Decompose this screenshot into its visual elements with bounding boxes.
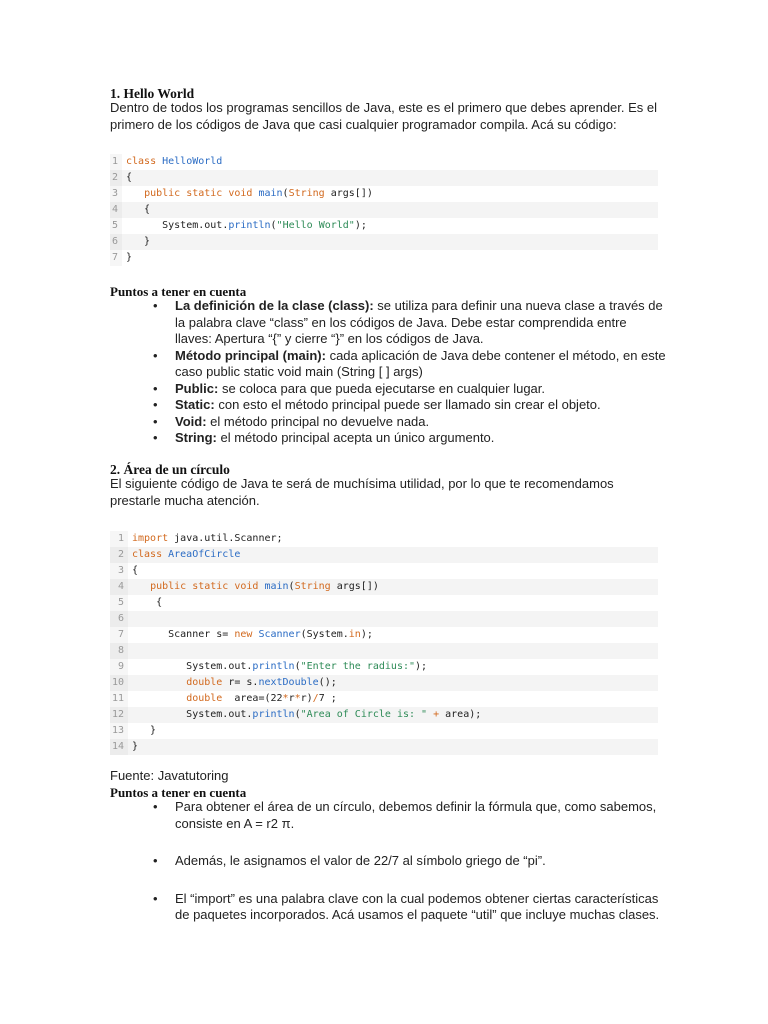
code-token: main bbox=[258, 188, 283, 199]
code-token: class bbox=[132, 549, 169, 560]
intro-line: Dentro de todos los programas sencillos de Java, este es el primero que debes aprender. Es el bbox=[110, 100, 658, 115]
bullet-line: caso public static void main (String [ ] args) bbox=[175, 364, 423, 379]
bullet-line: Public: se coloca para que pueda ejecutarse en cualquier lugar. bbox=[175, 380, 546, 396]
code-token: + bbox=[433, 709, 440, 720]
code-token: } bbox=[126, 252, 133, 263]
code-token: in bbox=[348, 629, 361, 640]
code-token: ( bbox=[294, 661, 301, 672]
code-token: } bbox=[132, 741, 139, 752]
code-block bbox=[110, 531, 658, 755]
bullet-item bbox=[153, 853, 673, 870]
line-number: 1 bbox=[110, 531, 128, 547]
code-token: "Enter the radius:" bbox=[300, 661, 415, 672]
bullet-icon: • bbox=[153, 397, 158, 412]
bullet-term: Void: bbox=[175, 413, 207, 429]
bullet-term: Static: bbox=[175, 397, 215, 412]
notes-list bbox=[153, 298, 673, 447]
line-number: 7 bbox=[110, 627, 128, 643]
code-line bbox=[110, 611, 658, 627]
code-token: java.util.Scanner; bbox=[174, 533, 283, 544]
code-line bbox=[110, 691, 658, 707]
line-number: 6 bbox=[110, 234, 122, 250]
code-token: println bbox=[228, 220, 271, 231]
bullet-item bbox=[153, 298, 673, 348]
code-token: ); bbox=[415, 661, 428, 672]
code-token bbox=[126, 186, 144, 202]
code-token: ( bbox=[282, 188, 289, 199]
line-number: 12 bbox=[110, 707, 128, 723]
bullet-term: String: bbox=[175, 430, 217, 445]
bullet-line: Además, le asignamos el valor de 22/7 al símbolo griego de “pi”. bbox=[175, 853, 546, 868]
code-token: { bbox=[126, 172, 133, 183]
code-token: AreaOfCircle bbox=[168, 549, 241, 560]
code-token: 7 ; bbox=[318, 693, 337, 704]
source-credit: Fuente: Javatutoring bbox=[110, 768, 229, 783]
code-token: String bbox=[294, 581, 331, 592]
code-token: "Hello World" bbox=[276, 220, 355, 231]
code-line bbox=[110, 234, 658, 250]
code-token: public static void bbox=[144, 188, 259, 199]
code-token: r) bbox=[300, 693, 313, 704]
line-number: 7 bbox=[110, 250, 122, 266]
section-heading: 2. Área de un círculo bbox=[110, 462, 230, 477]
code-line bbox=[110, 154, 658, 170]
code-token: public static void bbox=[150, 581, 265, 592]
line-number: 2 bbox=[110, 170, 122, 186]
code-token: ( bbox=[288, 581, 295, 592]
line-number: 6 bbox=[110, 611, 128, 627]
code-line bbox=[110, 250, 658, 266]
code-token bbox=[132, 675, 186, 691]
line-number: 14 bbox=[110, 739, 128, 755]
code-token: HelloWorld bbox=[162, 156, 223, 167]
line-number: 13 bbox=[110, 723, 128, 739]
intro-line: primero de los códigos de Java que casi cualquier programador compila. Acá su código: bbox=[110, 116, 617, 132]
code-line bbox=[110, 627, 658, 643]
code-token: r= s. bbox=[228, 677, 259, 688]
code-token: { bbox=[132, 565, 139, 576]
code-token: double bbox=[186, 677, 229, 688]
code-token: area=(22 bbox=[228, 693, 283, 704]
code-line bbox=[110, 531, 658, 547]
bullet-line: String: el método principal acepta un único argumento. bbox=[175, 430, 495, 445]
code-token: ); bbox=[354, 220, 367, 231]
code-token: ( bbox=[294, 709, 301, 720]
line-number: 11 bbox=[110, 691, 128, 707]
bullet-line: El “import” es una palabra clave con la cual podemos obtener ciertas características bbox=[175, 890, 659, 906]
bullet-line: La definición de la clase (class): se utiliza para definir una nueva clase a través de bbox=[175, 298, 663, 313]
code-token: * bbox=[282, 693, 289, 704]
code-token: class bbox=[126, 156, 163, 167]
bullet-item bbox=[153, 430, 673, 447]
code-line bbox=[110, 170, 658, 186]
code-token: } bbox=[126, 236, 151, 247]
code-line bbox=[110, 659, 658, 675]
bullet-icon: • bbox=[153, 298, 158, 313]
code-token: { bbox=[126, 204, 151, 215]
code-token: main bbox=[264, 581, 289, 592]
code-token: (); bbox=[318, 677, 337, 688]
code-token: double bbox=[186, 693, 229, 704]
line-number: 8 bbox=[110, 643, 128, 659]
bullet-item bbox=[153, 381, 673, 398]
code-token bbox=[132, 579, 150, 595]
code-line bbox=[110, 547, 658, 563]
line-number: 5 bbox=[110, 218, 122, 234]
code-token: println bbox=[252, 709, 295, 720]
code-token bbox=[132, 691, 186, 707]
code-token: System.out. bbox=[132, 709, 253, 720]
bullet-line: llaves: Apertura “{” y cierre “}” en los códigos de Java. bbox=[175, 331, 484, 346]
bullet-line: Método principal (main): cada aplicación de Java debe contener el método, en este bbox=[175, 347, 666, 363]
bullet-item bbox=[153, 799, 673, 832]
notes-heading: Puntos a tener en cuenta bbox=[110, 284, 247, 299]
code-token: println bbox=[252, 661, 295, 672]
line-number: 2 bbox=[110, 547, 128, 563]
code-line bbox=[110, 202, 658, 218]
bullet-line: Static: con esto el método principal puede ser llamado sin crear el objeto. bbox=[175, 397, 601, 412]
code-line bbox=[110, 579, 658, 595]
section-intro bbox=[110, 476, 614, 509]
code-token: (System. bbox=[300, 629, 349, 640]
code-token: r bbox=[288, 693, 295, 704]
bullet-item bbox=[153, 348, 673, 381]
code-token: / bbox=[312, 693, 319, 704]
line-number: 1 bbox=[110, 154, 122, 170]
code-line bbox=[110, 186, 658, 202]
intro-line: prestarle mucha atención. bbox=[110, 492, 260, 508]
bullet-icon: • bbox=[153, 853, 158, 868]
code-line bbox=[110, 563, 658, 579]
section-intro bbox=[110, 100, 657, 133]
bullet-icon: • bbox=[153, 890, 158, 906]
code-token: nextDouble bbox=[258, 677, 319, 688]
code-token: area); bbox=[439, 709, 482, 720]
bullet-icon: • bbox=[153, 430, 158, 445]
bullet-item bbox=[153, 414, 673, 431]
bullet-icon: • bbox=[153, 347, 158, 363]
code-line bbox=[110, 595, 658, 611]
section-heading: 1. Hello World bbox=[110, 86, 195, 101]
code-token: Scanner s= bbox=[132, 629, 235, 640]
bullet-line: la palabra clave “class” en los códigos de Java. Debe estar comprendida entre bbox=[175, 314, 627, 330]
bullet-line: consiste en A = r2 π. bbox=[175, 815, 295, 831]
line-number: 4 bbox=[110, 202, 122, 218]
intro-line: El siguiente código de Java te será de muchísima utilidad, por lo que te recomendamos bbox=[110, 476, 614, 491]
code-token: { bbox=[132, 597, 163, 608]
bullet-item bbox=[153, 891, 673, 924]
code-token: "Area of Circle is: " bbox=[300, 709, 428, 720]
code-token: ( bbox=[270, 220, 277, 231]
bullet-icon: • bbox=[153, 799, 158, 814]
line-number: 3 bbox=[110, 563, 128, 579]
notes-list bbox=[153, 799, 673, 924]
bullet-line: de paquetes incorporados. Acá usamos el paquete “util” que incluye muchas clases. bbox=[175, 907, 660, 922]
code-token: Scanner bbox=[258, 629, 301, 640]
code-line bbox=[110, 675, 658, 691]
code-line bbox=[110, 643, 658, 659]
code-line bbox=[110, 707, 658, 723]
line-number: 5 bbox=[110, 595, 128, 611]
code-token: import bbox=[132, 533, 175, 544]
bullet-term: La definición de la clase (class): bbox=[175, 298, 374, 313]
bullet-line: Void: el método principal no devuelve nada. bbox=[175, 413, 430, 429]
code-token: args[]) bbox=[324, 188, 373, 199]
line-number: 4 bbox=[110, 579, 128, 595]
code-token: } bbox=[132, 725, 157, 736]
line-number: 10 bbox=[110, 675, 128, 691]
code-token: String bbox=[288, 188, 325, 199]
bullet-item bbox=[153, 397, 673, 414]
bullet-icon: • bbox=[153, 413, 158, 429]
notes-heading: Puntos a tener en cuenta bbox=[110, 785, 247, 800]
code-token: System.out. bbox=[132, 661, 253, 672]
code-line bbox=[110, 218, 658, 234]
code-line bbox=[110, 739, 658, 755]
bullet-term: Public: bbox=[175, 380, 219, 396]
line-number: 9 bbox=[110, 659, 128, 675]
bullet-term: Método principal (main): bbox=[175, 347, 326, 363]
code-token: System.out. bbox=[126, 220, 229, 231]
code-line bbox=[110, 723, 658, 739]
bullet-line: Para obtener el área de un círculo, debemos definir la fórmula que, como sabemos, bbox=[175, 799, 657, 814]
line-number: 3 bbox=[110, 186, 122, 202]
code-block bbox=[110, 154, 658, 266]
code-token: ); bbox=[360, 629, 373, 640]
bullet-icon: • bbox=[153, 380, 158, 396]
code-token: args[]) bbox=[330, 581, 379, 592]
code-token: new bbox=[234, 629, 259, 640]
code-token: * bbox=[294, 693, 301, 704]
